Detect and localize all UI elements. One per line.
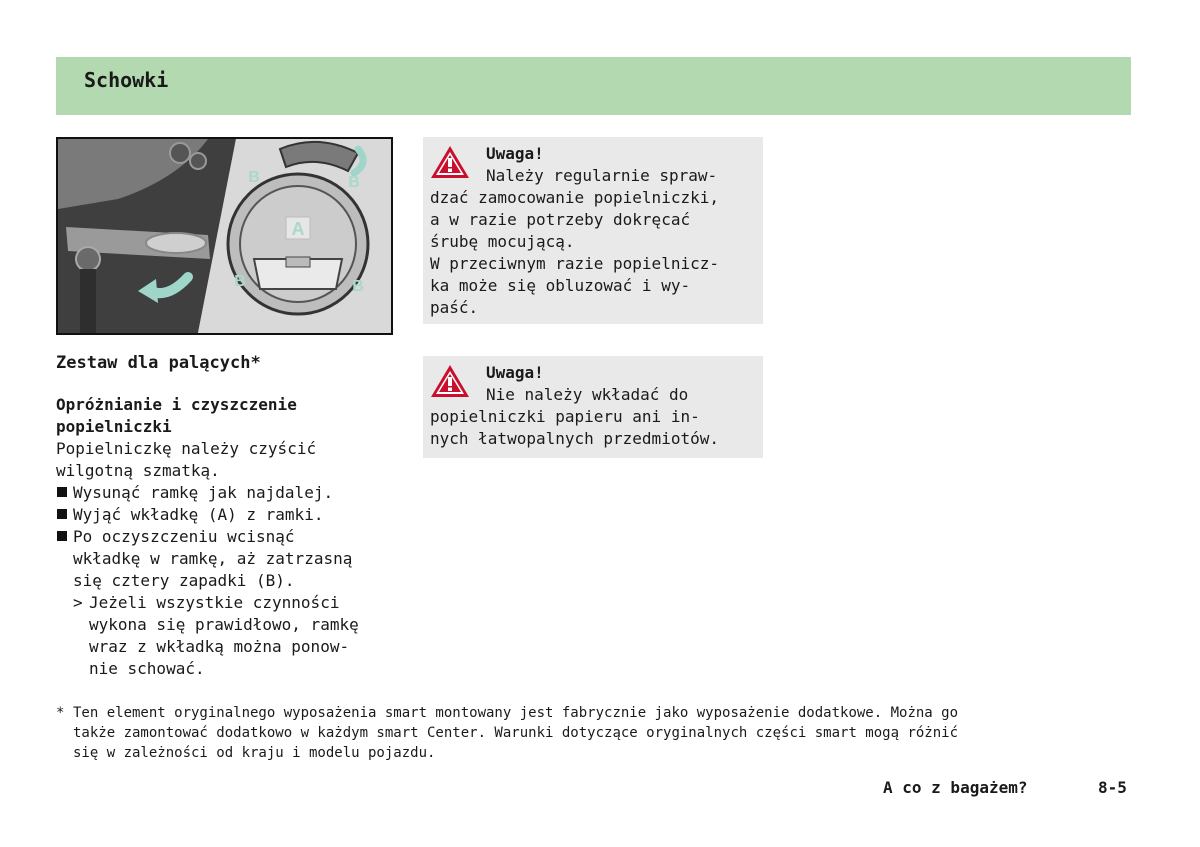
section-header-bar — [56, 57, 1131, 115]
warning-triangle-icon — [430, 145, 470, 179]
step-line: Po oczyszczeniu wcisnąć — [73, 527, 295, 546]
step-line: Wyjąć wkładkę (A) z ramki. — [73, 505, 324, 524]
step-item-2 — [56, 504, 406, 526]
footnote-star: * — [56, 705, 65, 721]
warning-title: Uwaga! — [486, 363, 544, 382]
intro-line-1: Popielniczkę należy czyścić — [56, 439, 317, 458]
ashtray-illustration — [56, 137, 393, 335]
figure-label-b-2: B — [348, 174, 360, 191]
warning-line: Nie należy wkładać do — [486, 385, 689, 404]
warning-line: popielniczki papieru ani in- — [430, 407, 700, 426]
footnote-line: się w zależności od kraju i modelu pojazdu. — [73, 745, 436, 761]
figure-label-b-4: B — [352, 278, 364, 295]
result-arrow-icon: > — [73, 593, 83, 612]
square-bullet-icon — [57, 509, 67, 519]
step-line: wkładkę w ramkę, aż zatrzasną — [73, 549, 353, 568]
subheading-line-2: popielniczki — [56, 417, 172, 436]
step-item-3 — [56, 526, 406, 592]
warning-line: nych łatwopalnych przedmiotów. — [430, 429, 719, 448]
warning-box-2 — [423, 356, 763, 458]
warning-line: dzać zamocowanie popielniczki, — [430, 188, 719, 207]
instructions-column — [56, 352, 406, 680]
subheading-line-1: Opróżnianie i czyszczenie — [56, 395, 297, 414]
result-line: wraz z wkładką można ponow- — [89, 637, 350, 656]
footnote — [56, 703, 1136, 763]
square-bullet-icon — [57, 531, 67, 541]
result-line: wykona się prawidłowo, ramkę — [89, 615, 359, 634]
result-line: Jeżeli wszystkie czynności — [89, 593, 340, 612]
step-line: się cztery zapadki (B). — [73, 571, 295, 590]
warning-line: W przeciwnym razie popielnicz- — [430, 254, 719, 273]
footer-section-title: A co z bagażem? — [883, 778, 1028, 797]
warning-triangle-icon — [430, 364, 470, 398]
square-bullet-icon — [57, 487, 67, 497]
section-heading: Zestaw dla palących* — [56, 353, 261, 373]
warning-line: ka może się obluzować i wy- — [430, 276, 691, 295]
warning-box-1 — [423, 137, 763, 324]
intro-line-2: wilgotną szmatką. — [56, 461, 220, 480]
step-item-1 — [56, 482, 406, 504]
step-result — [56, 592, 406, 680]
warning-line: paść. — [430, 298, 479, 317]
warning-line: śrubę mocującą. — [430, 232, 575, 251]
warning-title: Uwaga! — [486, 144, 544, 163]
warning-line: a w razie potrzeby dokręcać — [430, 210, 691, 229]
result-line: nie schować. — [89, 659, 205, 678]
figure-label-b-1: B — [248, 169, 260, 186]
step-line: Wysunąć ramkę jak najdalej. — [73, 483, 334, 502]
ashtray-drawing — [58, 139, 391, 333]
figure-label-b-3: B — [234, 273, 246, 290]
page-title: Schowki — [84, 68, 169, 92]
footnote-line: Ten element oryginalnego wyposażenia smart montowany jest fabrycznie jako wyposażenie dodatkowe. Można go — [73, 705, 959, 721]
footnote-line: także zamontować dodatkowo w każdym smart Center. Warunki dotyczące oryginalnych części smart mogą różnić — [73, 725, 959, 741]
warning-line: Należy regularnie spraw- — [486, 166, 718, 185]
figure-label-a: A — [291, 219, 305, 239]
page-number: 8-5 — [1098, 778, 1127, 797]
